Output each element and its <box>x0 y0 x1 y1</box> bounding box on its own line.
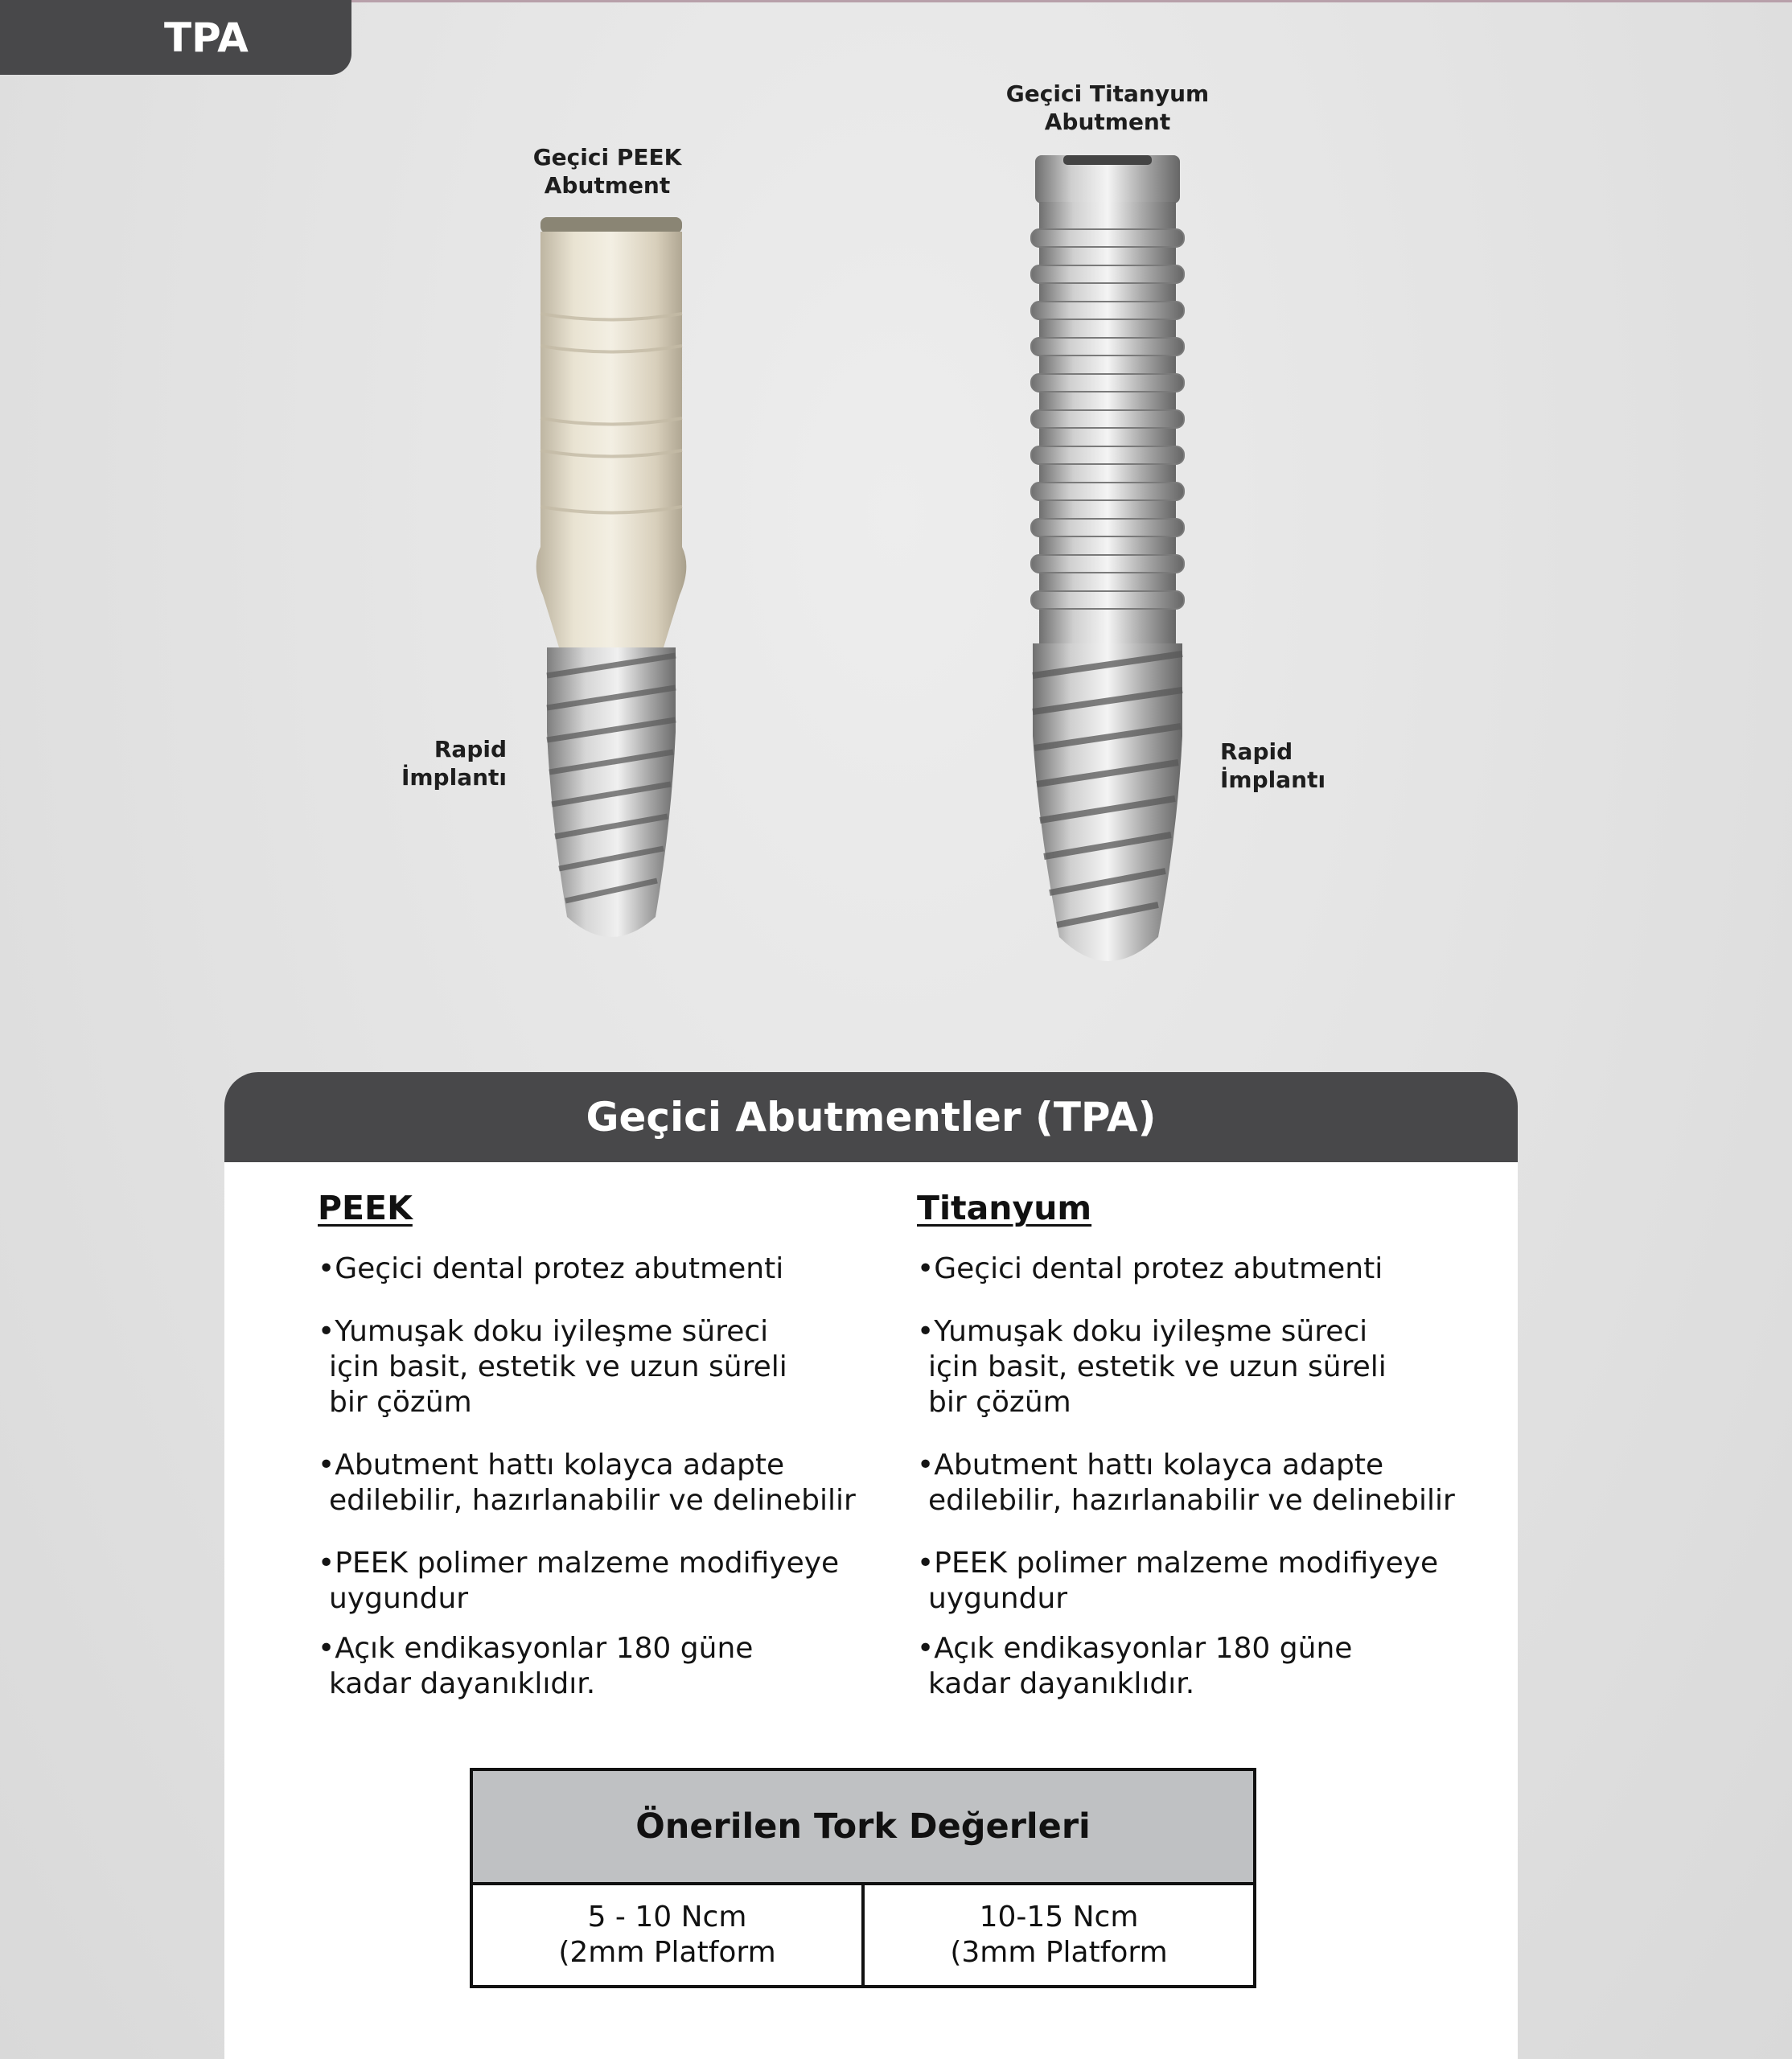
table-row <box>473 1885 1253 1985</box>
titanium-heading: Titanyum <box>917 1189 1092 1227</box>
list-item: • Geçici dental protez abutmenti <box>318 1251 881 1287</box>
list-item: • Yumuşak doku iyileşme süreci için basit, estetik ve uzun süreli bir çözüm <box>917 1314 1480 1420</box>
peek-feature-list <box>318 1251 881 1702</box>
titanium-abutment-label: Geçici Titanyum Abutment <box>1005 80 1210 135</box>
torque-cell-2mm: 5 - 10 Ncm (2mm Platform <box>558 1901 776 1969</box>
titanium-abutment-illustration <box>1015 149 1200 989</box>
peek-abutment-illustration <box>527 209 696 965</box>
torque-cell-3mm: 10-15 Ncm (3mm Platform <box>861 1885 1253 1985</box>
card-title-text: Geçici Abutmentler (TPA) <box>586 1094 1157 1140</box>
list-item: • Abutment hattı kolayca adapte edilebilir, hazırlanabilir ve delinebilir <box>917 1448 1480 1519</box>
section-tab-label: TPA <box>164 14 249 61</box>
list-item: • Abutment hattı kolayca adapte edilebilir, hazırlanabilir ve delinebilir <box>318 1448 881 1519</box>
torque-table-title: Önerilen Tork Değerleri <box>473 1771 1253 1885</box>
list-item: • Açık endikasyonlar 180 güne kadar dayanıklıdır. <box>917 1631 1480 1702</box>
list-item: • Yumuşak doku iyileşme süreci için basit, estetik ve uzun süreli bir çözüm <box>318 1314 881 1420</box>
section-tab <box>0 0 351 75</box>
implant-label-right: Rapid İmplantı <box>1220 738 1326 793</box>
list-item: • PEEK polimer malzeme modifiyeye uygundur <box>917 1546 1480 1617</box>
titanium-column <box>917 1189 1480 1729</box>
peek-column <box>318 1189 881 1729</box>
card-title <box>224 1072 1518 1162</box>
torque-values-table <box>470 1768 1256 1988</box>
list-item: • PEEK polimer malzeme modifiyeye uygundur <box>318 1546 881 1617</box>
titanium-feature-list <box>917 1251 1480 1702</box>
peek-heading: PEEK <box>318 1189 413 1227</box>
list-item: • Açık endikasyonlar 180 güne kadar dayanıklıdır. <box>318 1631 881 1702</box>
list-item: • Geçici dental protez abutmenti <box>917 1251 1480 1287</box>
peek-abutment-label: Geçici PEEK Abutment <box>532 144 682 199</box>
implant-label-left: Rapid İmplantı <box>401 736 507 791</box>
